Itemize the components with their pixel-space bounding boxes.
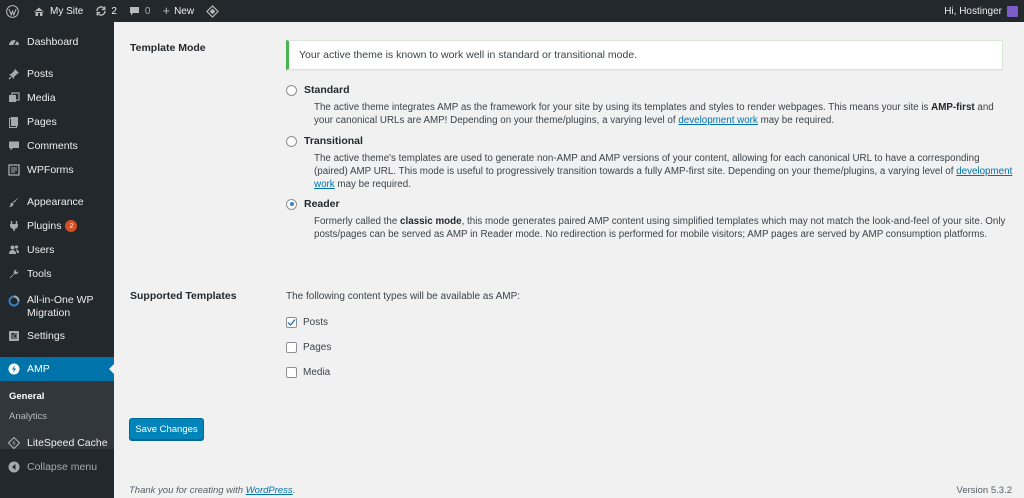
menu-litespeed-cache[interactable]: LiteSpeed Cache bbox=[0, 437, 114, 449]
supported-templates-heading: Supported Templates bbox=[130, 290, 237, 302]
footer-thanks: Thank you for creating with WordPress. bbox=[129, 485, 296, 496]
transitional-description: The active theme's templates are used to generate non-AMP and AMP versions of your content, allowing for each canonical URL to have a corresponding (paired) AMP URL. This mode is useful to progressively transition towards a fully AMP-first site. Depending on your theme/plugins, a varying level of development work may be required. bbox=[314, 153, 1013, 190]
amp-bolt-icon bbox=[8, 363, 20, 375]
template-posts-option[interactable] bbox=[286, 317, 328, 328]
supported-templates-intro: The following content types will be available as AMP: bbox=[286, 291, 521, 302]
pin-icon bbox=[8, 68, 20, 80]
mode-transitional-option[interactable] bbox=[286, 135, 363, 147]
menu-posts[interactable]: Posts bbox=[0, 68, 114, 80]
standard-label: Standard bbox=[304, 84, 350, 96]
amp-toolbar-link[interactable] bbox=[200, 0, 225, 22]
transitional-development-work-link[interactable]: development work bbox=[314, 166, 1013, 190]
updates-count: 2 bbox=[111, 5, 117, 17]
plugin-icon bbox=[8, 220, 20, 232]
menu-appearance[interactable]: Appearance bbox=[0, 196, 114, 208]
save-changes-button[interactable]: Save Changes bbox=[129, 418, 204, 440]
pages-checkbox[interactable] bbox=[286, 342, 297, 353]
dashboard-icon bbox=[8, 36, 20, 48]
my-site-link[interactable] bbox=[27, 0, 89, 22]
reader-description: Formerly called the classic mode, this mode generates paired AMP content using simplified templates which may not match the look-and-feel of your site. Only posts/pages can be served as AMP in Reader mode. No redirection is performed for mobile visitors; AMP pages are served by AMP consumption platforms. bbox=[314, 216, 1006, 240]
site-name: My Site bbox=[50, 5, 84, 17]
comment-icon bbox=[8, 140, 20, 152]
media-checkbox[interactable] bbox=[286, 367, 297, 378]
my-account-link[interactable] bbox=[944, 6, 1024, 17]
posts-checkbox[interactable] bbox=[286, 317, 297, 328]
admin-bar bbox=[0, 0, 1024, 22]
new-content-link[interactable] bbox=[156, 0, 200, 22]
menu-media[interactable]: Media bbox=[0, 92, 114, 104]
media-icon bbox=[8, 92, 20, 104]
greeting: Hi, Hostinger bbox=[944, 5, 1002, 17]
template-media-option[interactable] bbox=[286, 367, 330, 378]
checkmark-icon bbox=[287, 318, 296, 327]
migration-icon bbox=[8, 295, 20, 307]
litespeed-icon bbox=[8, 437, 20, 449]
menu-settings[interactable]: Settings bbox=[0, 330, 114, 342]
home-icon bbox=[33, 6, 45, 17]
media-checkbox-label: Media bbox=[303, 367, 331, 378]
menu-amp[interactable]: AMP bbox=[0, 357, 114, 381]
footer-version: Version 5.3.2 bbox=[956, 485, 1012, 496]
forms-icon bbox=[8, 164, 20, 176]
collapse-icon bbox=[8, 461, 20, 473]
pages-checkbox-label: Pages bbox=[303, 342, 332, 353]
submenu-general[interactable]: General bbox=[9, 391, 45, 402]
new-label: New bbox=[174, 5, 195, 17]
brush-icon bbox=[8, 196, 20, 208]
standard-radio[interactable] bbox=[286, 85, 297, 96]
standard-description: The active theme integrates AMP as the framework for your site by using its templates and styles to render webpages. This means your site is AMP-first and your canonical URLs are AMP! Depending on your theme/plugins, a varying level of development work may be required. bbox=[314, 102, 994, 126]
plus-icon: + bbox=[162, 3, 171, 18]
menu-users[interactable]: Users bbox=[0, 244, 114, 256]
menu-pages[interactable]: Pages bbox=[0, 116, 114, 128]
menu-wpforms[interactable]: WPForms bbox=[0, 164, 114, 176]
refresh-icon bbox=[95, 5, 107, 17]
menu-all-in-one-wp-migration[interactable]: All-in-One WP Migration bbox=[0, 294, 114, 320]
settings-icon bbox=[8, 330, 20, 342]
updates-link[interactable] bbox=[89, 0, 123, 22]
wrench-icon bbox=[8, 268, 20, 280]
transitional-radio[interactable] bbox=[286, 136, 297, 147]
posts-checkbox-label: Posts bbox=[303, 317, 329, 328]
plugins-update-badge: 2 bbox=[65, 220, 77, 232]
page-icon bbox=[8, 116, 20, 128]
avatar bbox=[1007, 6, 1018, 17]
template-pages-option[interactable] bbox=[286, 342, 331, 353]
reader-radio[interactable] bbox=[286, 199, 297, 210]
mode-reader-option[interactable] bbox=[286, 198, 340, 210]
menu-tools[interactable]: Tools bbox=[0, 268, 114, 280]
wordpress-link[interactable]: WordPress bbox=[245, 485, 293, 496]
menu-comments[interactable]: Comments bbox=[0, 140, 114, 152]
wordpress-logo-icon[interactable] bbox=[0, 0, 27, 22]
users-icon bbox=[8, 244, 20, 256]
amp-diamond-icon bbox=[206, 5, 219, 18]
notice-text: Your active theme is known to work well in standard or transitional mode. bbox=[299, 49, 638, 61]
comments-link[interactable] bbox=[123, 0, 157, 22]
menu-dashboard[interactable]: Dashboard bbox=[0, 36, 114, 48]
comment-bubble-icon bbox=[129, 6, 140, 17]
menu-plugins[interactable]: Plugins 2 bbox=[0, 220, 114, 232]
main-content bbox=[114, 22, 1024, 498]
standard-development-work-link[interactable]: development work bbox=[678, 115, 758, 126]
comments-count: 0 bbox=[144, 5, 151, 17]
transitional-label: Transitional bbox=[304, 135, 363, 147]
mode-standard-option[interactable] bbox=[286, 84, 350, 96]
collapse-menu-button[interactable]: Collapse menu bbox=[0, 461, 114, 473]
theme-support-notice bbox=[286, 40, 1003, 70]
admin-menu bbox=[0, 22, 114, 498]
reader-label: Reader bbox=[304, 198, 340, 210]
template-mode-heading: Template Mode bbox=[130, 42, 206, 54]
submenu-analytics[interactable]: Analytics bbox=[9, 411, 48, 422]
